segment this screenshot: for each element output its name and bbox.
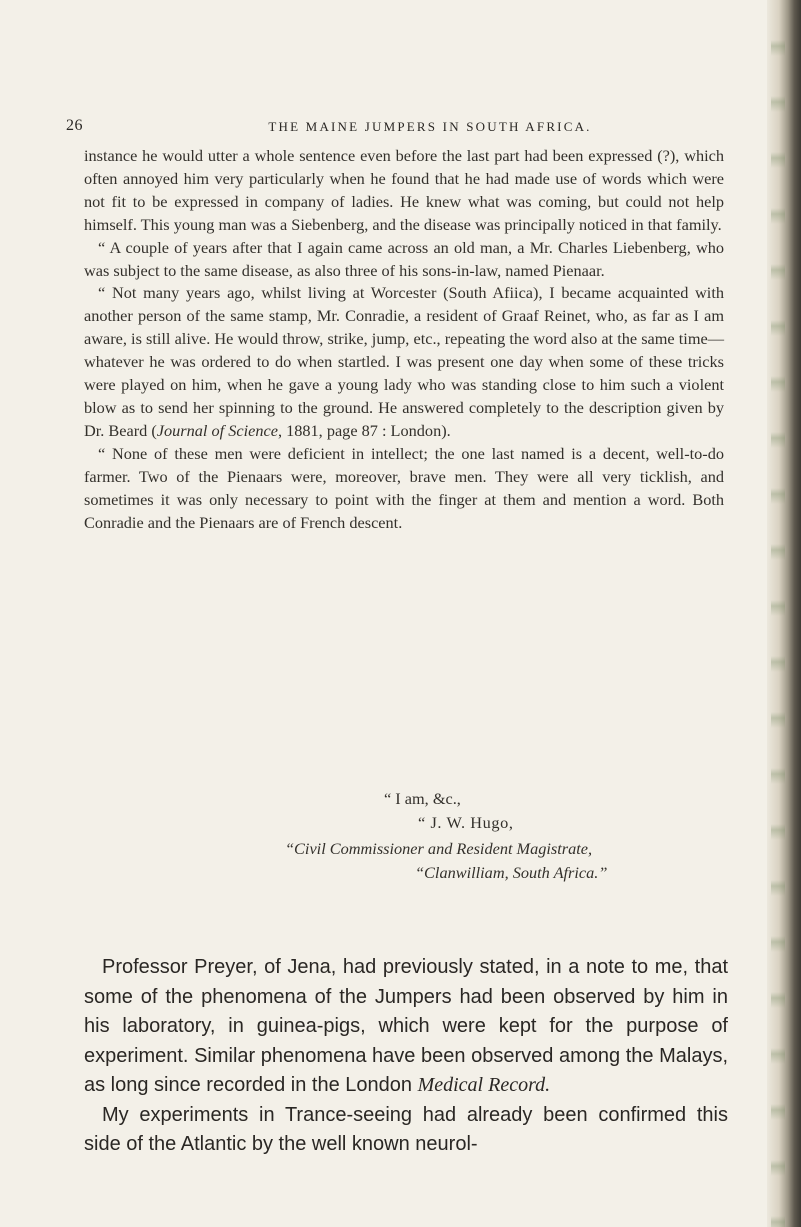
letter-text bbox=[84, 145, 724, 534]
main-text bbox=[84, 953, 728, 1160]
letter-paragraph: instance he would utter a whole sentence even before the last part had been expressed (?), which often annoyed him very particularly when he found that he had made use of words which were not fit to be expressed in company of ladies. He knew what was coming, but could not help himself. This young man was a Siebenberg, and the disease was principally noticed in that family. bbox=[84, 146, 724, 234]
main-paragraph: My experiments in Trance-seeing had already been confirmed this side of the Atlantic by the well known neurol- bbox=[84, 1103, 728, 1155]
page-binding-edge bbox=[767, 0, 801, 1227]
signatory-title: “Civil Commissioner and Resident Magistrate, bbox=[285, 839, 593, 858]
letter-closing: “ I am, &c., bbox=[384, 789, 461, 808]
letter-text-run: “ Not many years ago, whilst living at Worcester (South Afiica), I became acquainted with another person of the same stamp, Mr. Conradie, a resident of Graaf Reinet, who, as far as I am aware, is still alive. He would throw, strike, jump, etc., repeating the word also at the same time—whatever he was ordered to do when startled. I was present one day when some of these tricks were played on him, when he gave a young lady who was standing close to him such a violent blow as to send her spinning to the ground. He answered completely to the description given by Dr. Beard ( bbox=[84, 283, 724, 440]
main-text-run: Professor Preyer, of Jena, had previously stated, in a note to me, that some of the phenomena of the Jumpers had been observed by him in his laboratory, in guinea-pigs, which were kept for the purpose of experiment. Similar phenomena have been observed among the Malays, as long since recorded in the London bbox=[84, 956, 728, 1096]
journal-title: Journal of Science bbox=[156, 420, 278, 440]
letter-paragraph bbox=[84, 282, 724, 442]
main-paragraph bbox=[84, 953, 728, 1101]
running-head: THE MAINE JUMPERS IN SOUTH AFRICA. bbox=[268, 119, 592, 134]
page-number: 26 bbox=[66, 117, 83, 134]
letter-paragraph: “ A couple of years after that I again came across an old man, a Mr. Charles Liebenberg, who was subject to the same disease, as also three of his sons-in-law, named Pienaar. bbox=[84, 237, 724, 280]
page-header bbox=[66, 117, 726, 141]
letter-signature: “ J. W. Hugo, bbox=[418, 813, 514, 832]
letter-text-run: , 1881, page 87 : London). bbox=[277, 420, 451, 440]
publication-title: Medical Record. bbox=[417, 1074, 551, 1096]
signatory-location: “Clanwilliam, South Africa.” bbox=[415, 863, 608, 882]
letter-paragraph: “ None of these men were deficient in intellect; the one last named is a decent, well-to-do farmer. Two of the Pienaars were, moreover, brave men. They were all very ticklish, and sometimes it was only necessary to point with the finger at them and mention a word. Both Conradie and the Pienaars are of French descent. bbox=[84, 443, 724, 532]
